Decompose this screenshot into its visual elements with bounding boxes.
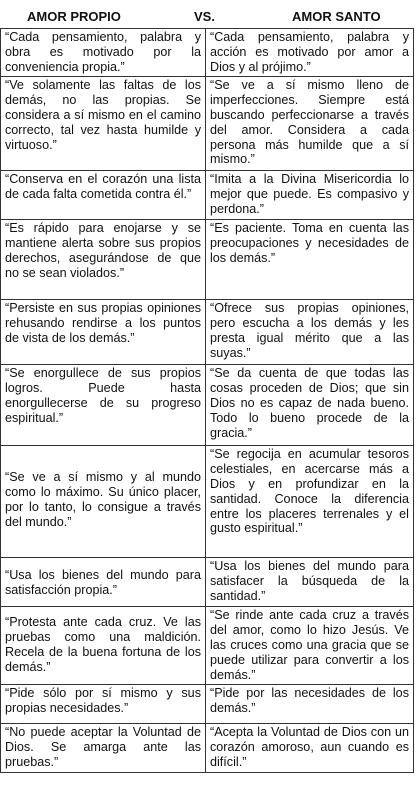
cell-amor-santo: “Cada pensamiento, palabra y acción es motivado por amor a Dios y al prójimo.”: [206, 29, 414, 77]
cell-amor-propio: “Conserva en el corazón una lista de cada falta cometida contra él.”: [1, 171, 206, 220]
cell-amor-santo: “Se regocija en acumular tesoros celestiales, en acercarse más a Dios y en profundizar en la santidad. Conoce la diferencia entre los placeres terrenales y el gusto espiritual.”: [206, 446, 414, 558]
cell-amor-santo: “Imita a la Divina Misericordia lo mejor que puede. Es compasivo y perdona.”: [206, 171, 414, 220]
cell-amor-santo: “Se rinde ante cada cruz a través del amor, como lo hizo Jesús. Ve las cruces como una gracia que se puede utilizar para convertir a los demás.”: [206, 607, 414, 685]
cell-amor-propio: “Persiste en sus propias opiniones rehusando rendirse a los puntos de vista de los demás.”: [1, 300, 206, 365]
comparison-table: [0, 28, 414, 773]
cell-amor-santo: “Usa los bienes del mundo para satisfacer la búsqueda de la santidad.”: [206, 558, 414, 607]
table-row: [1, 29, 414, 77]
cell-amor-santo: “Se ve a sí mismo lleno de imperfecciones. Siempre está buscando perfeccionarse a través del amor. Considera a cada persona más humilde que a sí mismo.”: [206, 77, 414, 171]
table-row: [1, 365, 414, 446]
header-amor-santo: AMOR SANTO: [292, 9, 381, 24]
cell-amor-santo: “Se da cuenta de que todas las cosas proceden de Dios; que sin Dios no es capaz de nada bueno. Todo lo bueno procede de la gracia.”: [206, 365, 414, 446]
cell-amor-propio: “No puede aceptar la Voluntad de Dios. Se amarga ante las pruebas.”: [1, 724, 206, 773]
header-vs: VS.: [194, 9, 215, 24]
cell-amor-propio: “Protesta ante cada cruz. Ve las pruebas como una maldición. Recela de la buena fortuna de los demás.”: [1, 607, 206, 685]
cell-amor-propio: “Se enorgullece de sus propios logros. Puede hasta enorgullecerse de su progreso espiritual.”: [1, 365, 206, 446]
table-row: [1, 77, 414, 171]
table-row: [1, 685, 414, 724]
cell-amor-propio: “Pide sólo por sí mismo y sus propias necesidades.”: [1, 685, 206, 724]
cell-amor-propio: “Ve solamente las faltas de los demás, no las propias. Se considera a sí mismo en el camino correcto, tal vez hasta humilde y virtuoso.”: [1, 77, 206, 171]
cell-amor-propio: “Es rápido para enojarse y se mantiene alerta sobre sus propios derechos, asegurándose de que no se sean violados.”: [1, 220, 206, 300]
cell-amor-santo: “Es paciente. Toma en cuenta las preocupaciones y necesidades de los demás.”: [206, 220, 414, 300]
cell-amor-propio: “Cada pensamiento, palabra y obra es motivado por la conveniencia propia.”: [1, 29, 206, 77]
table-row: [1, 300, 414, 365]
cell-amor-propio: “Usa los bienes del mundo para satisfacción propia.”: [1, 558, 206, 607]
table-row: [1, 220, 414, 300]
table-row: [1, 558, 414, 607]
cell-amor-santo: “Pide por las necesidades de los demás.”: [206, 685, 414, 724]
table-row: [1, 724, 414, 773]
header-amor-propio: AMOR PROPIO: [27, 9, 121, 24]
table-row: [1, 171, 414, 220]
table-row: [1, 607, 414, 685]
cell-amor-santo: “Acepta la Voluntad de Dios con un corazón amoroso, aun cuando es difícil.”: [206, 724, 414, 773]
table-header: [0, 0, 416, 28]
table-row: [1, 446, 414, 558]
cell-amor-propio: “Se ve a sí mismo y al mundo como lo máximo. Su único placer, por lo tanto, lo consigue a través del mundo.”: [1, 446, 206, 558]
cell-amor-santo: “Ofrece sus propias opiniones, pero escucha a los demás y les presta igual mérito que a las suyas.”: [206, 300, 414, 365]
